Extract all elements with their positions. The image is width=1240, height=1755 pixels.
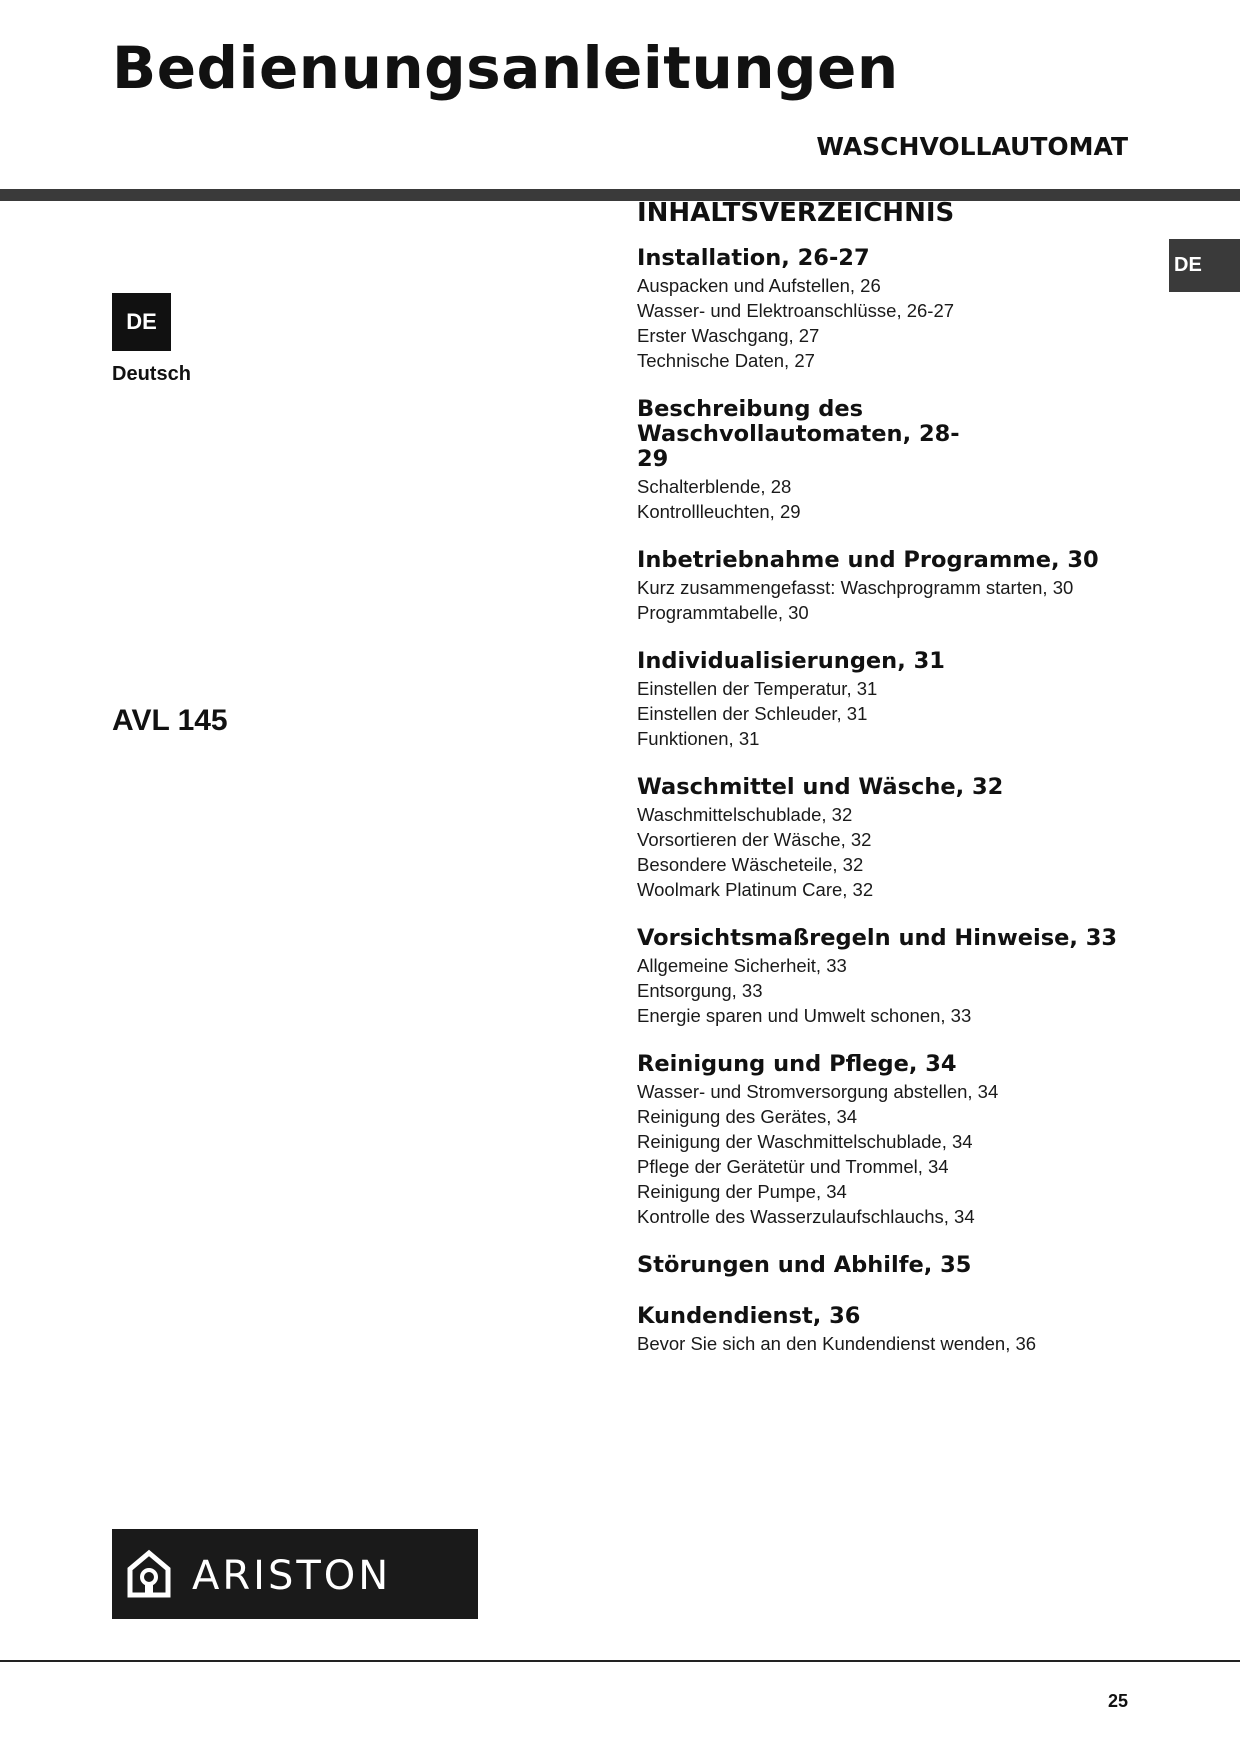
toc-title: INHALTSVERZEICHNIS: [637, 198, 955, 228]
toc-section-heading: Reinigung und Pflege, 34: [637, 1051, 957, 1077]
toc-entry: Kontrollleuchten, 29: [637, 501, 801, 522]
language-name: Deutsch: [112, 363, 191, 385]
toc-section-heading: Waschmittel und Wäsche, 32: [637, 774, 1004, 800]
toc-entry: Einstellen der Schleuder, 31: [637, 703, 868, 724]
toc-section-heading: Installation, 26-27: [637, 245, 870, 271]
toc-entry: Entsorgung, 33: [637, 980, 763, 1001]
table-of-contents: [637, 196, 1197, 1380]
toc-entry: Energie sparen und Umwelt schonen, 33: [637, 1005, 972, 1026]
language-code-badge: DE: [112, 293, 171, 351]
house-logo-icon: [126, 1549, 172, 1599]
page-title: Bedienungsanleitungen: [112, 34, 899, 102]
toc-entry: Technische Daten, 27: [637, 350, 815, 371]
page-number: 25: [1107, 1691, 1128, 1711]
toc-entry: Pflege der Gerätetür und Trommel, 34: [637, 1156, 949, 1177]
toc-entry: Vorsortieren der Wäsche, 32: [637, 829, 872, 850]
toc-entry: Woolmark Platinum Care, 32: [637, 879, 874, 900]
toc-entry: Waschmittelschublade, 32: [637, 804, 853, 825]
toc-section-heading: Inbetriebnahme und Programme, 30: [637, 547, 1099, 573]
toc-entry: Erster Waschgang, 27: [637, 325, 820, 346]
toc-section-heading: Störungen und Abhilfe, 35: [637, 1252, 972, 1278]
toc-section: [637, 1304, 1197, 1356]
brand-logo: [112, 1529, 478, 1619]
toc-entry: Allgemeine Sicherheit, 33: [637, 955, 847, 976]
toc-entry: Besondere Wäscheteile, 32: [637, 854, 864, 875]
toc-section: [637, 397, 1197, 524]
toc-section: [637, 775, 1197, 902]
toc-entry: Programmtabelle, 30: [637, 602, 809, 623]
toc-entry: Bevor Sie sich an den Kundendienst wenden, 36: [637, 1333, 1037, 1354]
toc-entry: Wasser- und Stromversorgung abstellen, 34: [637, 1081, 999, 1102]
toc-section: [637, 649, 1197, 751]
product-type: WASCHVOLLAUTOMAT: [816, 132, 1128, 161]
toc-section-heading: Kundendienst, 36: [637, 1303, 861, 1329]
toc-section-heading: Beschreibung des Waschvollautomaten, 28-29: [637, 396, 960, 472]
toc-entry: Reinigung der Pumpe, 34: [637, 1181, 847, 1202]
toc-entry: Wasser- und Elektroanschlüsse, 26-27: [637, 300, 955, 321]
toc-entry: Funktionen, 31: [637, 728, 760, 749]
toc-section: [637, 1253, 1197, 1278]
toc-section-heading: Individualisierungen, 31: [637, 648, 945, 674]
footer-divider: [0, 1660, 1240, 1662]
toc-sections: [637, 246, 1197, 1356]
model-name: AVL 145: [112, 704, 228, 737]
brand-name: ARISTON: [192, 1553, 392, 1599]
toc-section: [637, 246, 1197, 373]
toc-section: [637, 926, 1197, 1028]
toc-entry: Reinigung des Gerätes, 34: [637, 1106, 858, 1127]
toc-section-heading: Vorsichtsmaßregeln und Hinweise, 33: [637, 925, 1118, 951]
toc-section: [637, 1052, 1197, 1229]
toc-entry: Einstellen der Temperatur, 31: [637, 678, 878, 699]
language-side-tab: DE: [1169, 239, 1240, 292]
toc-entry: Schalterblende, 28: [637, 476, 792, 497]
toc-entry: Kurz zusammengefasst: Waschprogramm starten, 30: [637, 577, 1074, 598]
toc-entry: Reinigung der Waschmittelschublade, 34: [637, 1131, 973, 1152]
toc-entry: Auspacken und Aufstellen, 26: [637, 275, 881, 296]
toc-section: [637, 548, 1197, 625]
toc-entry: Kontrolle des Wasserzulaufschlauchs, 34: [637, 1206, 975, 1227]
